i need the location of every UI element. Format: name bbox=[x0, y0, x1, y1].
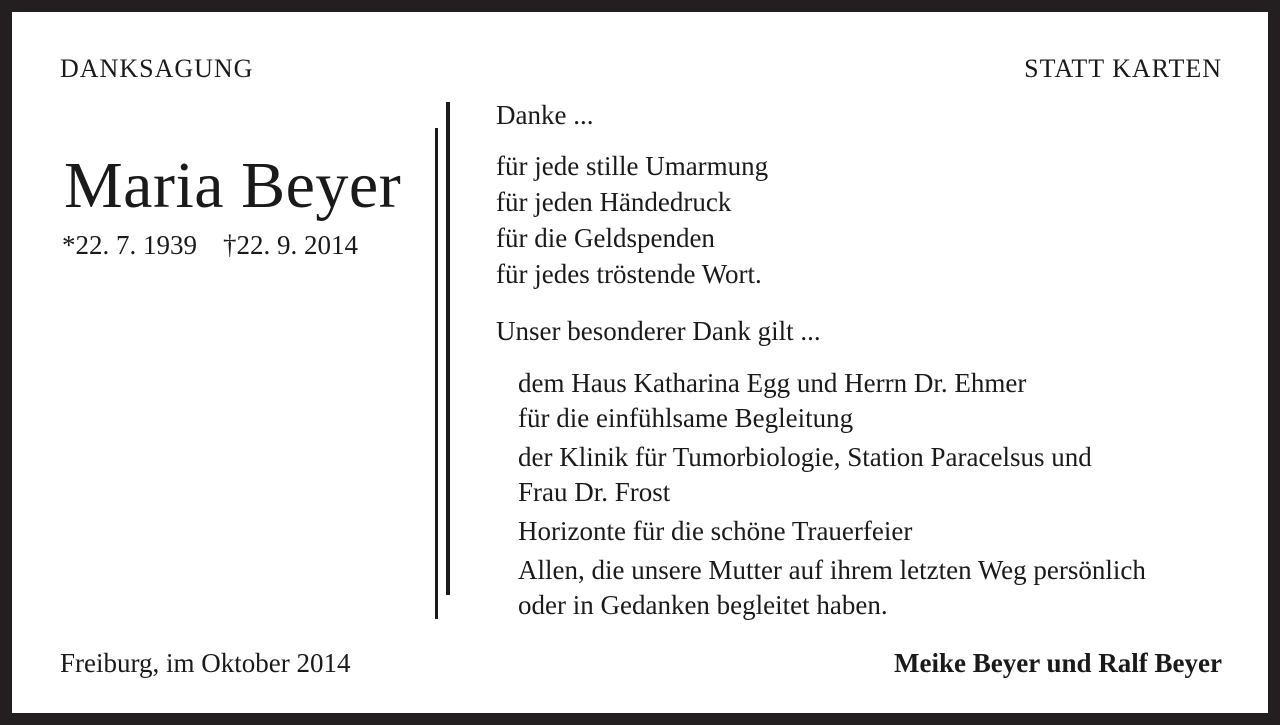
special-thanks-item bbox=[518, 366, 1146, 436]
deceased-name: Maria Beyer bbox=[64, 149, 402, 222]
birth-date: *22. 7. 1939 bbox=[62, 230, 197, 260]
death-date: †22. 9. 2014 bbox=[223, 230, 358, 260]
special-thanks-item bbox=[518, 514, 1146, 549]
thanks-item: für jedes tröstende Wort. bbox=[496, 259, 762, 289]
obituary-card bbox=[12, 12, 1268, 713]
header-statt-karten: STATT KARTEN bbox=[1024, 54, 1222, 83]
thanks-intro: Danke ... bbox=[496, 100, 594, 130]
signatories: Meike Beyer und Ralf Beyer bbox=[894, 648, 1222, 678]
special-thanks-line: Allen, die unsere Mutter auf ihrem letzten Weg persönlich bbox=[518, 555, 1146, 585]
special-thanks-line: der Klinik für Tumorbiologie, Station Paracelsus und bbox=[518, 442, 1092, 472]
thanks-item: für jede stille Umarmung bbox=[496, 151, 769, 181]
life-dates bbox=[62, 230, 358, 261]
special-thanks-item bbox=[518, 553, 1146, 623]
header-danksagung: DANKSAGUNG bbox=[60, 54, 254, 83]
special-thanks-line: für die einfühlsame Begleitung bbox=[518, 403, 854, 433]
divider-thick bbox=[446, 102, 450, 595]
special-thanks-line: Frau Dr. Frost bbox=[518, 477, 671, 507]
special-thanks-item bbox=[518, 440, 1146, 510]
special-thanks-intro: Unser besonderer Dank gilt ... bbox=[496, 316, 821, 346]
thanks-item: für die Geldspenden bbox=[496, 223, 715, 253]
thanks-list bbox=[496, 148, 768, 292]
special-thanks-line: dem Haus Katharina Egg und Herrn Dr. Ehmer bbox=[518, 368, 1027, 398]
special-thanks-list bbox=[518, 366, 1146, 623]
special-thanks-line: Horizonte für die schöne Trauerfeier bbox=[518, 516, 913, 546]
place-and-date: Freiburg, im Oktober 2014 bbox=[60, 648, 351, 678]
special-thanks-line: oder in Gedanken begleitet haben. bbox=[518, 590, 888, 620]
divider-thin bbox=[435, 128, 438, 619]
thanks-item: für jeden Händedruck bbox=[496, 187, 732, 217]
